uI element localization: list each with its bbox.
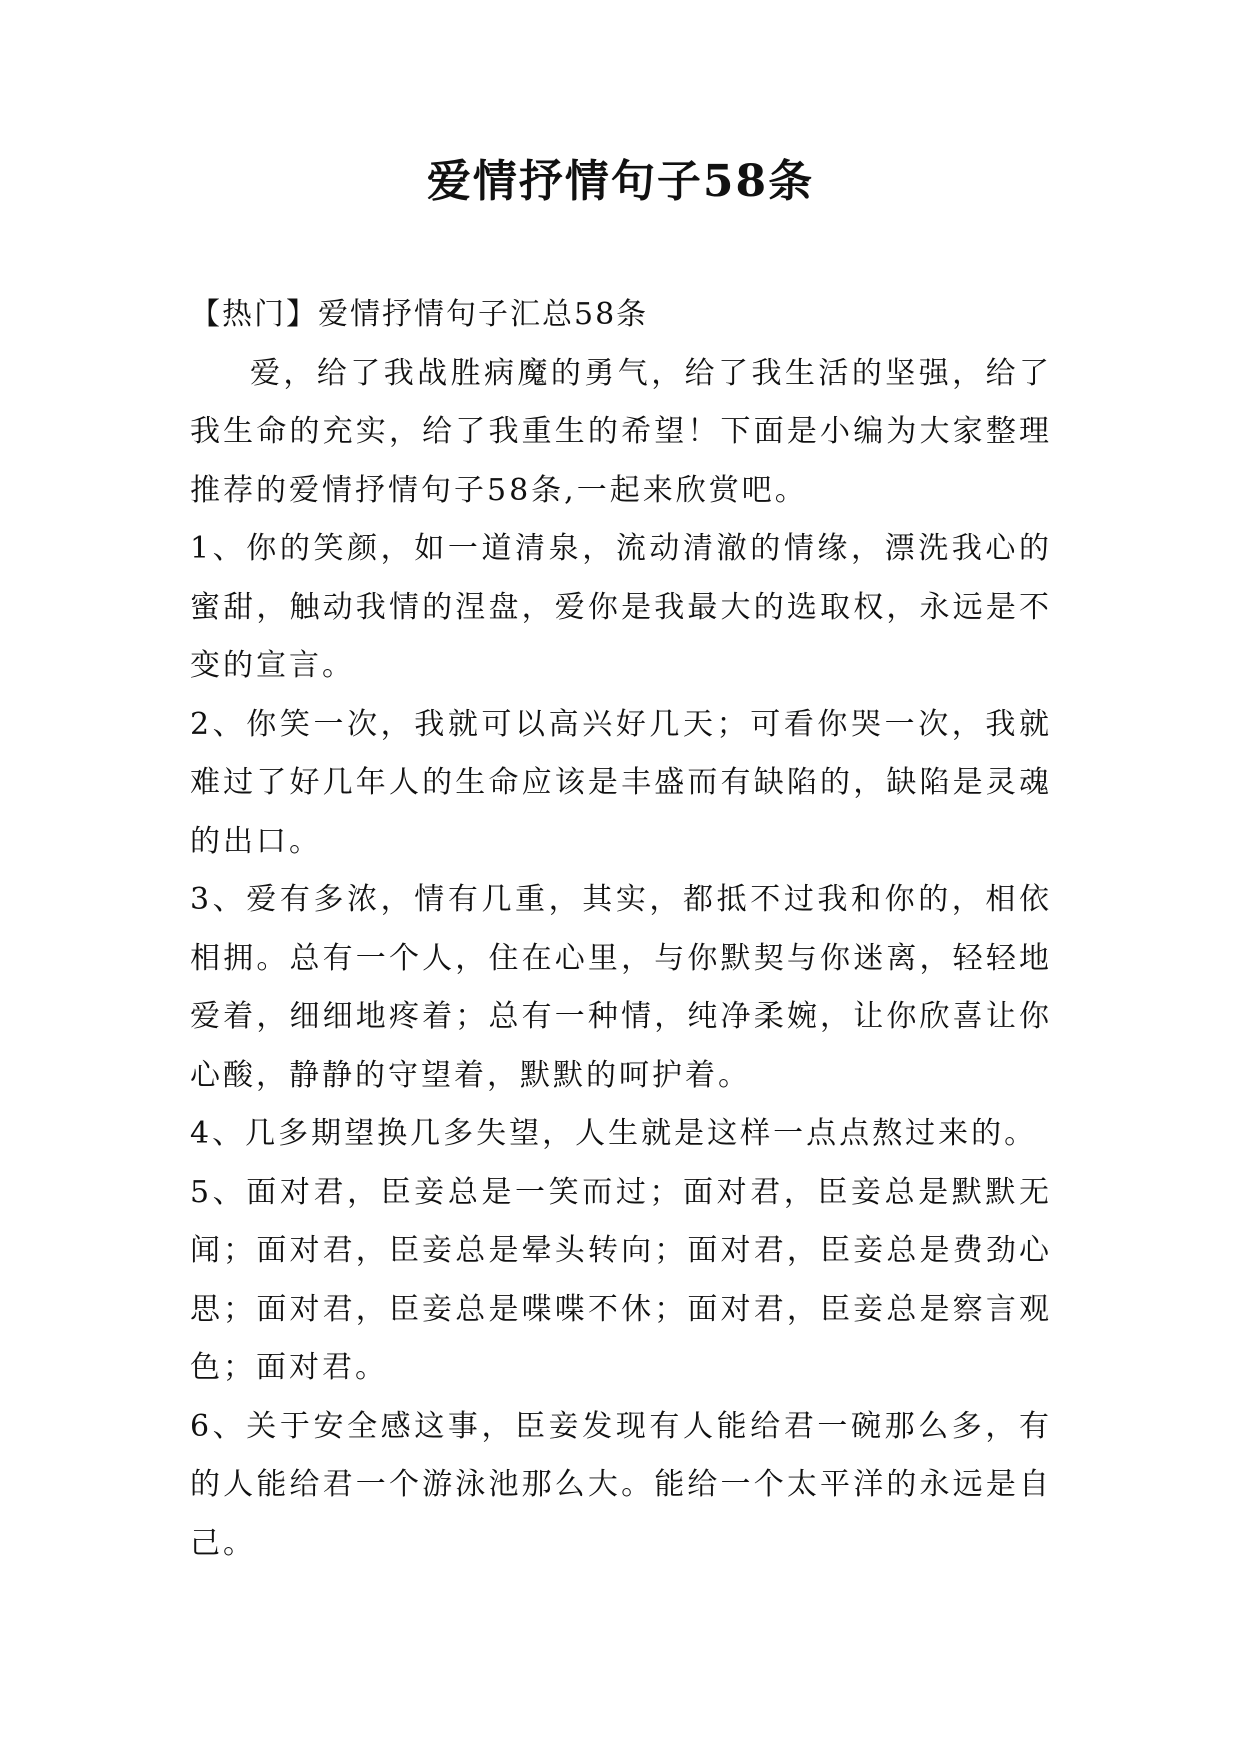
document-title: 爱情抒情句子58条 <box>426 156 815 207</box>
list-item: 2、你笑一次，我就可以高兴好几天；可看你哭一次，我就难过了好几年人的生命应该是丰盛而有缺陷的，缺陷是灵魂的出口。 <box>190 706 1052 859</box>
list-item: 1、你的笑颜，如一道清泉，流动清澈的情缘，漂洗我心的蜜甜，触动我情的涅盘，爱你是我最大的选取权，永远是不变的宣言。 <box>190 531 1052 683</box>
intro-paragraph: 爱，给了我战胜病魔的勇气，给了我生活的坚强，给了我生命的充实，给了我重生的希望！下面是小编为大家整理推荐的爱情抒情句子58条,一起来欣赏吧。 <box>190 355 1052 508</box>
list-item: 5、面对君，臣妾总是一笑而过；面对君，臣妾总是默默无闻；面对君，臣妾总是晕头转向；面对君，臣妾总是费劲心思；面对君，臣妾总是喋喋不休；面对君，臣妾总是察言观色；面对君。 <box>190 1174 1052 1385</box>
list-item: 4、几多期望换几多失望，人生就是这样一点点熬过来的。 <box>190 1116 1038 1151</box>
document-subtitle: 【热门】爱情抒情句子汇总58条 <box>190 297 649 332</box>
document-body <box>190 286 1052 1573</box>
list-item: 3、爱有多浓，情有几重，其实，都抵不过我和你的，相依相拥。总有一个人，住在心里，与你默契与你迷离，轻轻地爱着，细细地疼着；总有一种情，纯净柔婉，让你欣喜让你心酸，静静的守望着，默默的呵护着。 <box>190 882 1052 1093</box>
list-item: 6、关于安全感这事，臣妾发现有人能给君一碗那么多，有的人能给君一个游泳池那么大。能给一个太平洋的永远是自己。 <box>190 1408 1052 1561</box>
